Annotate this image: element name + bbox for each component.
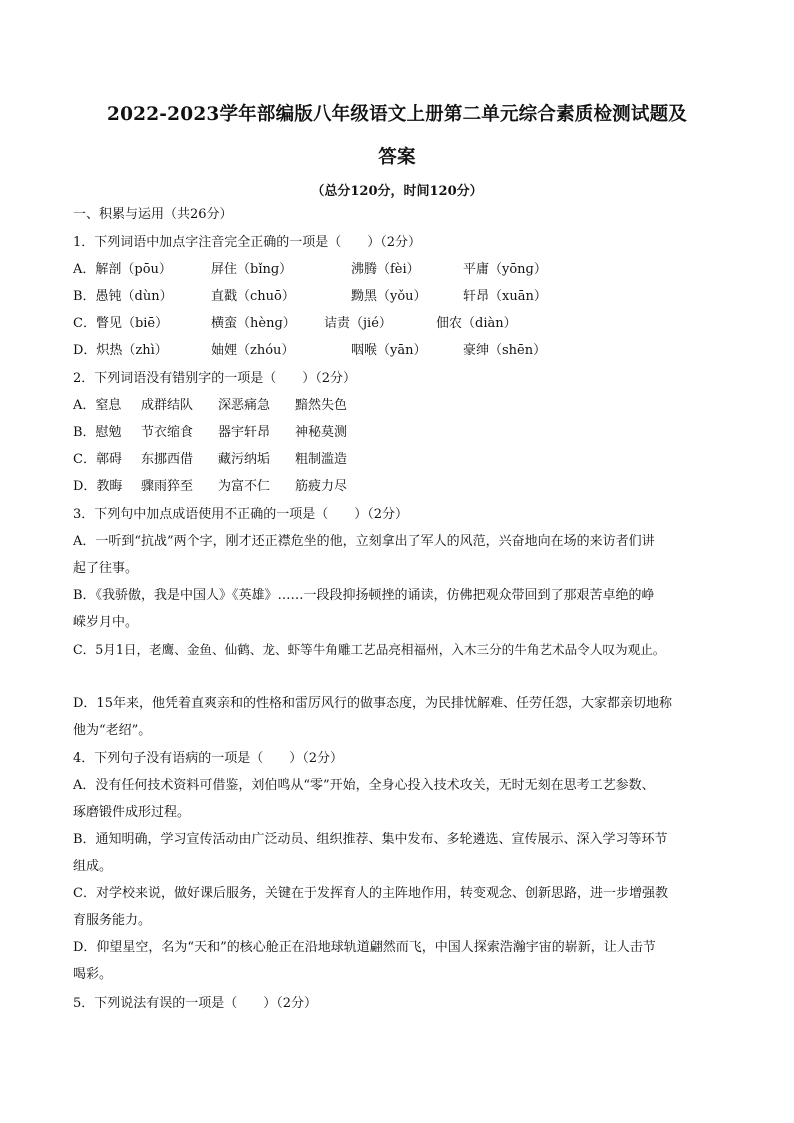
q2-d-1: D．教晦 [73,479,123,494]
q4-option-a-line2: 琢磨锻件成形过程。 [73,805,191,820]
q1-a-4: 平庸（yōnɡ） [463,262,547,277]
q1-b-3: 黝黑（yǒu） [351,289,427,304]
q2-stem: 2．下列词语没有错别字的一项是（ ）（2分） [73,371,357,386]
q1-b-4: 轩昂（xuān） [463,289,547,304]
q3-option-b-line2: 嵘岁月中。 [73,615,139,630]
q3-option-c-line1: C．5月1日，老鹰、金鱼、仙鹤、龙、虾等牛角雕工艺品亮相福州，入木三分的牛角艺术品令人叹为观止。 [73,642,666,657]
q1-a-3: 沸腾（fèi） [351,262,420,277]
q1-d-4: 豪绅（shēn） [463,343,547,358]
q1-d-3: 咽喉（yān） [351,343,427,358]
q2-b-4: 神秘莫测 [295,425,348,440]
q3-option-d-line2: 他为“老绍”。 [73,723,152,738]
q4-option-d-line1: D．仰望星空，名为“天和”的核心舱正在沿地球轨道翩然而飞，中国人探索浩瀚宇宙的崭新，让人击节 [73,940,656,955]
q2-a-2: 成群结队 [141,398,194,413]
q1-c-3: 诘责（jié） [324,316,392,331]
q2-d-3: 为富不仁 [218,479,271,494]
q2-b-2: 节衣缩食 [141,425,194,440]
q1-d-2: 妯娌（zhóu） [211,343,295,358]
q2-d-2: 骤雨猝至 [141,479,194,494]
q2-c-1: C．鄣碍 [73,452,122,467]
q4-option-d-line2: 喝彩。 [73,967,113,982]
q4-option-a-line1: A．没有任何技术资料可借鉴，刘伯鸣从“零”开始，全身心投入技术攻关，无时无刻在思考工艺参数、 [73,778,655,793]
q2-c-4: 粗制滥造 [295,452,348,467]
q4-option-c-line1: C．对学校来说，做好课后服务，关键在于发挥育人的主阵地作用，转变观念、创新思路，进一步增强教 [73,886,668,901]
page-title-line2: 答案 [378,147,416,168]
q1-a-2: 屏住（bǐnɡ） [211,262,293,277]
q1-c-2: 横蛮（hènɡ） [211,316,296,331]
q1-stem: 1．下列词语中加点字注音完全正确的一项是（ ）（2分） [73,235,422,250]
q3-stem: 3．下列句中加点成语使用不正确的一项是（ ）（2分） [73,507,409,522]
q1-b-1: B．愚钝（dùn） [73,289,173,304]
section-heading: 一、积累与运用（共26分） [73,207,233,222]
q2-c-3: 藏污纳垢 [218,452,271,467]
q3-option-b-line1: B．《我骄傲，我是中国人》《英雄》……一段段抑扬顿挫的诵读，仿佛把观众带回到了那艰苦卓绝的峥 [73,588,655,603]
q3-option-d-line1: D．15年来，他凭着直爽亲和的性格和雷厉风行的做事态度，为民排忧解难、任劳任怨，大家都亲切地称 [73,696,672,711]
q2-a-4: 黯然失色 [295,398,348,413]
q4-option-c-line2: 育服务能力。 [73,913,152,928]
q5-stem: 5．下列说法有误的一项是（ ）（2分） [73,996,318,1011]
q1-b-2: 直戳（chuō） [211,289,295,304]
q2-b-3: 器宇轩昂 [218,425,271,440]
q1-a-1: A．解剖（pōu） [73,262,172,277]
q1-d-1: D．炽热（zhì） [73,343,168,358]
q4-stem: 4．下列句子没有语病的一项是（ ）（2分） [73,751,344,766]
q2-c-2: 东挪西借 [141,452,194,467]
q2-b-1: B．慰勉 [73,425,122,440]
q1-c-4: 佃农（diàn） [436,316,517,331]
q4-option-b-line2: 组成。 [73,859,113,874]
page-title-line1: 2022-2023学年部编版八年级语文上册第二单元综合素质检测试题及 [107,104,687,125]
q2-d-4: 筋疲力尽 [295,479,348,494]
page-subtitle: （总分120分，时间120分） [311,184,483,199]
q3-option-a-line2: 起了往事。 [73,561,139,576]
q4-option-b-line1: B．通知明确，学习宣传活动由广泛动员、组织推荐、集中发布、多轮遴选、宣传展示、深入学习等环节 [73,832,668,847]
q1-c-1: C．瞥见（biē） [73,316,169,331]
q2-a-1: A．窒息 [73,398,122,413]
q3-option-a-line1: A．一听到“抗战”两个字，刚才还正襟危坐的他，立刻拿出了军人的风范，兴奋地向在场的来访者们讲 [73,534,655,549]
q2-a-3: 深恶痛急 [218,398,271,413]
